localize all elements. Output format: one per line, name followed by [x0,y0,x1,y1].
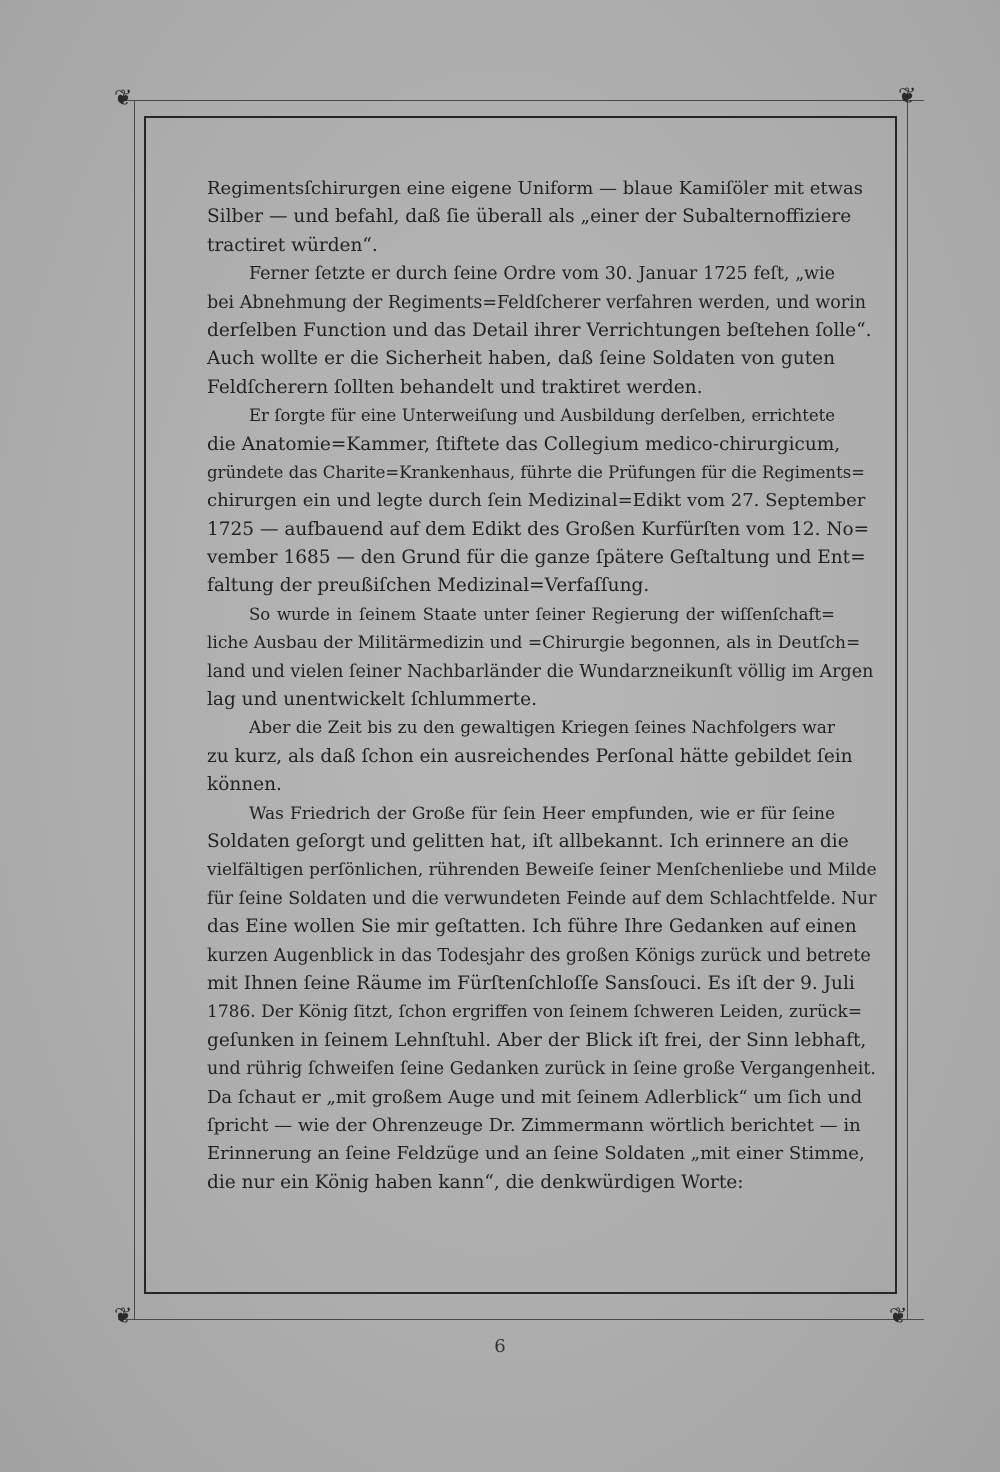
text-line: bei Abnehmung der Regiments=Feldſcherer verfahren werden, und worin [207,292,867,313]
text-line: kurzen Augenblick in das Todesjahr des großen Königs zurück und betrete [207,945,871,966]
text-line: tractiret würden“. [207,234,378,256]
text-line: Aber die Zeit bis zu den gewaltigen Kriegen ſeines Nachfolgers war [249,718,835,739]
text-line: Was Friedrich der Große für ſein Heer empfunden, wie er für ſeine [249,803,835,824]
text-line: Er ſorgte für eine Unterweiſung und Ausbildung derſelben, errichtete [249,406,835,426]
text-line: zu kurz, als daß ſchon ein ausreichendes Perſonal hätte gebildet ſein [207,745,853,767]
text-line: vember 1685 — den Grund für die ganze ſpätere Geſtaltung und Ent= [207,547,866,569]
text-line: land und vielen ſeiner Nachbarländer die Wundarzneikunſt völlig im Argen [207,661,874,682]
text-line: Erinnerung an ſeine Feldzüge und an ſeine Soldaten „mit einer Stimme, [207,1143,865,1165]
text-line: liche Ausbau der Militärmedizin und =Chirurgie begonnen, als in Deutſch= [207,633,861,654]
text-line: chirurgen ein und legte durch ſein Medizinal=Edikt vom 27. September [207,490,866,512]
text-line: gründete das Charite=Krankenhaus, führte die Prüfungen für die Regiments= [207,462,865,482]
page-number: 6 [494,1336,506,1357]
text-line: Soldaten geſorgt und gelitten hat, iſt allbekannt. Ich erinnere an die [207,830,849,852]
body-text [207,175,877,1197]
text-line: vielfältigen perſönlichen, rührenden Beweiſe ſeiner Menſchenliebe und Milde [207,860,877,881]
text-line: 1725 — aufbauend auf dem Edikt des Großen Kurfürſten vom 12. No= [207,518,870,540]
text-line: und rührig ſchweifen ſeine Gedanken zurück in ſeine große Vergangenheit. [207,1059,876,1080]
text-line: das Eine wollen Sie mir geſtatten. Ich führe Ihre Gedanken auf einen [207,916,857,938]
text-line: die nur ein König haben kann“, die denkwürdigen Worte: [207,1171,744,1193]
text-line: derſelben Function und das Detail ihrer Verrichtungen beſtehen ſolle“. [207,319,872,341]
text-line: Regimentsſchirurgen eine eigene Uniform — blaue Kamiſöler mit etwas [207,178,863,199]
corner-ornament-icon: ❦ [898,84,917,109]
text-line: geſunken in ſeinem Lehnſtuhl. Aber der Blick iſt frei, der Sinn lebhaft, [207,1029,867,1051]
text-line: können. [207,774,282,796]
corner-ornament-icon: ❦ [114,86,133,111]
text-line: ſpricht — wie der Ohrenzeuge Dr. Zimmermann wörtlich berichtet — in [207,1114,861,1136]
text-line: 1786. Der König ſitzt, ſchon ergriffen von ſeinem ſchweren Leiden, zurück= [207,1002,863,1023]
corner-ornament-icon: ❦ [114,1304,133,1329]
text-line: mit Ihnen ſeine Räume im Fürſtenſchloſſe Sansſouci. Es iſt der 9. Juli [207,972,855,994]
text-line: Auch wollte er die Sicherheit haben, daß ſeine Soldaten von guten [207,348,835,370]
text-line: die Anatomie=Kammer, ſtiftete das Collegium medico-chirurgicum, [207,433,841,455]
text-line: Feldſcherern ſollten behandelt und traktiret werden. [207,376,703,398]
text-line: lag und unentwickelt ſchlummerte. [207,689,537,711]
corner-ornament-icon: ❦ [889,1304,908,1329]
text-line: So wurde in ſeinem Staate unter ſeiner Regierung der wiſſenſchaft= [249,604,835,624]
text-line: faltung der preußiſchen Medizinal=Verfaſſung. [207,575,650,597]
text-line: Ferner ſetzte er durch ſeine Ordre vom 30. Januar 1725 feſt, „wie [249,264,835,285]
text-line: Da ſchaut er „mit großem Auge und mit ſeinem Adlerblick“ um ſich und [207,1086,863,1108]
text-line: Silber — und befahl, daß ſie überall als „einer der Subalternoffiziere [207,206,852,228]
text-line: für ſeine Soldaten und die verwundeten Feinde auf dem Schlachtfelde. Nur [207,888,877,909]
